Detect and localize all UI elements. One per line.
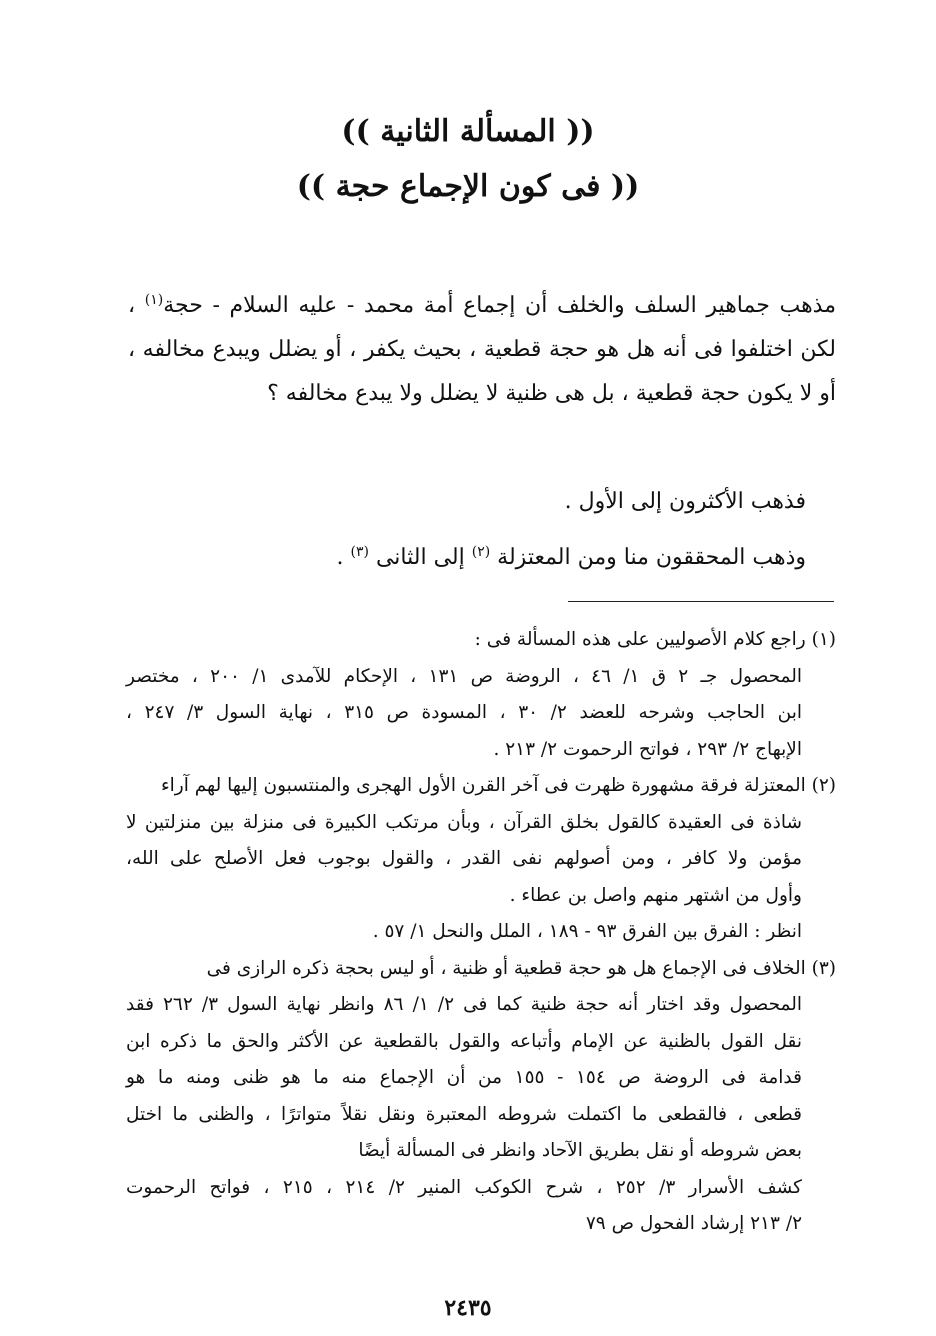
footnote-3 (126, 951, 836, 1243)
page-number: ٢٤٣٥ (444, 1295, 492, 1321)
footnote-line: مؤمن ولا كافر ، ومن أصولهم نفى القدر ، والقول بوجوب فعل الأصلح على الله، (126, 848, 802, 869)
footnote-2 (126, 768, 836, 951)
footnote-line: ابن الحاجب وشرحه للعضد ٢/ ٣٠ ، المسودة ص ٣١٥ ، نهاية السول ٣/ ٢٤٧ ، (126, 702, 802, 723)
main-paragraph (128, 284, 836, 416)
footnote-ref-3[interactable]: (٣) (350, 544, 369, 560)
footnote-line: الإبهاج ٢/ ٢٩٣ ، فواتح الرحموت ٢/ ٢١٣ . (493, 738, 802, 760)
line-text: إلى الثانى (368, 545, 472, 570)
footnote-ref-2[interactable]: (٢) (471, 544, 491, 560)
line-text: . (336, 545, 351, 570)
footnote-ref-1[interactable]: (١) (144, 292, 164, 308)
chapter-title: (( المسألة الثانية )) (341, 114, 595, 149)
verifiers-view-line (337, 538, 807, 578)
footnote-line: بعض شروطه أو نقل بطريق الآحاد وانظر فى المسألة أيضًا (358, 1140, 802, 1161)
footnotes (126, 622, 836, 1243)
footnote-separator (568, 601, 834, 602)
footnote-heading: (٢) المعتزلة فرقة مشهورة ظهرت فى آخر القرن الأول الهجرى والمنتسبون إليها لهم آراء (160, 775, 836, 796)
footnote-heading: (٣) الخلاف فى الإجماع هل هو حجة قطعية أو ظنية ، أو ليس بحجة ذكره الرازى فى (206, 957, 836, 979)
footnote-line: المحصول جـ ٢ ق ١/ ٤٦ ، الروضة ص ١٣١ ، الإحكام للآمدى ١/ ٢٠٠ ، مختصر (126, 665, 803, 687)
footnote-line: نقل القول بالظنية عن الإمام وأتباعه والقول بالقطعية عن الأكثر والحق ما ذكره ابن (126, 1030, 802, 1052)
paragraph-text: مذهب جماهير السلف والخلف أن إجماع أمة محمد - عليه السلام - حجة (163, 293, 836, 318)
paragraph-text: ، لكن اختلفوا فى أنه هل هو حجة قطعية ، بحيث يكفر ، أو يضلل ويبدع مخالفه ، أو لا يكون حجة قطعية ، بل هى ظنية لا يضلل ولا يبدع مخالفه ؟ (128, 293, 836, 406)
line-text: وذهب المحققون منا ومن المعتزلة (490, 545, 806, 570)
footnote-line: المحصول وقد اختار أنه حجة ظنية كما فى ٢/ ١/ ٨٦ وانظر نهاية السول ٣/ ٢٦٢ فقد (126, 994, 802, 1015)
footnote-line: شاذة فى العقيدة كالقول بخلق القرآن ، وبأن مرتكب الكبيرة فى منزلة بين منزلتين لا (126, 811, 802, 833)
footnote-line: وأول من اشتهر منهم واصل بن عطاء . (509, 884, 802, 906)
footnote-line: ٢/ ٢١٣ إرشاد الفحول ص ٧٩ (585, 1213, 802, 1234)
footnote-heading: (١) راجع كلام الأصوليين على هذه المسألة فى : (474, 629, 836, 650)
footnote-1 (126, 622, 836, 768)
footnote-line: قدامة فى الروضة ص ١٥٤ - ١٥٥ من أن الإجماع منه ما هو ظنى ومنه ما هو (126, 1067, 802, 1088)
footnote-line: قطعى ، فالقطعى ما اكتملت شروطه المعتبرة ونقل نقلاً متواترًا ، والظنى ما اختل (126, 1103, 802, 1125)
footnote-line: انظر : الفرق بين الفرق ٩٣ - ١٨٩ ، الملل والنحل ١/ ٥٧ . (372, 921, 802, 942)
majority-view-line: فذهب الأكثرون إلى الأول . (564, 489, 806, 514)
chapter-subtitle: (( فى كون الإجماع حجة )) (296, 169, 640, 204)
footnote-line: كشف الأسرار ٣/ ٢٥٢ ، شرح الكوكب المنير ٢/ ٢١٤ ، ٢١٥ ، فواتح الرحموت (126, 1176, 802, 1198)
